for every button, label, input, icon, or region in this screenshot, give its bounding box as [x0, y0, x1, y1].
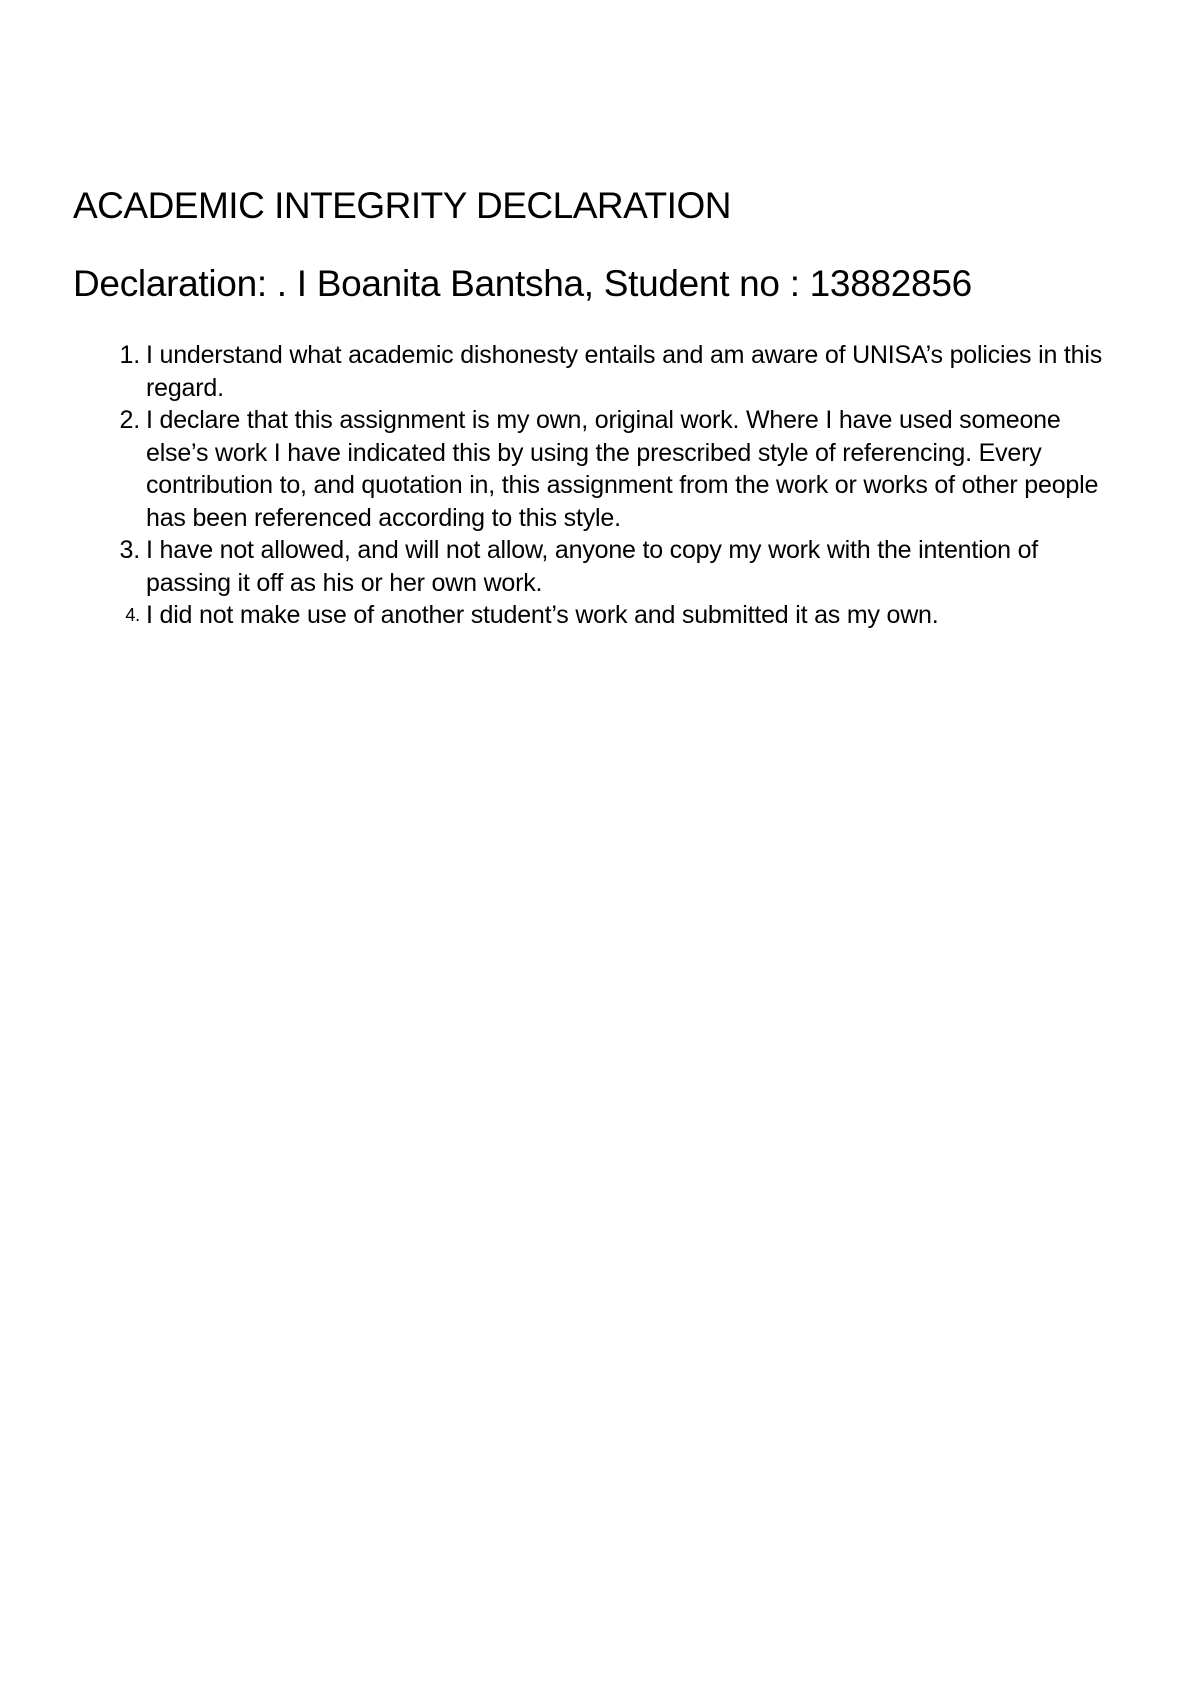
list-item — [104, 534, 1124, 599]
list-item-number: 4. — [125, 605, 140, 625]
list-item-text: I declare that this assignment is my own, original work. Where I have used someone else’s work I have indicated this by using the prescribed style of referencing. Every contribution to, and quotation in, this assignment from the work or works of other people has been referenced according to this style. — [146, 406, 1099, 532]
list-item — [104, 339, 1124, 404]
list-item-number: 3. — [119, 536, 140, 564]
list-item — [104, 404, 1124, 534]
list-item-text: I did not make use of another student’s work and submitted it as my own. — [146, 601, 939, 629]
list-item-number: 2. — [119, 406, 140, 434]
list-item-text: I have not allowed, and will not allow, anyone to copy my work with the intention of passing it off as his or her own work. — [146, 536, 1039, 597]
list-item — [104, 599, 1124, 632]
declaration-list — [104, 339, 1124, 632]
list-item-number: 1. — [119, 341, 140, 369]
declaration-line: Declaration: . I Boanita Bantsha, Student no : 13882856 — [73, 263, 972, 304]
document-title: ACADEMIC INTEGRITY DECLARATION — [73, 185, 731, 226]
list-item-text: I understand what academic dishonesty entails and am aware of UNISA’s policies in this regard. — [146, 341, 1102, 402]
